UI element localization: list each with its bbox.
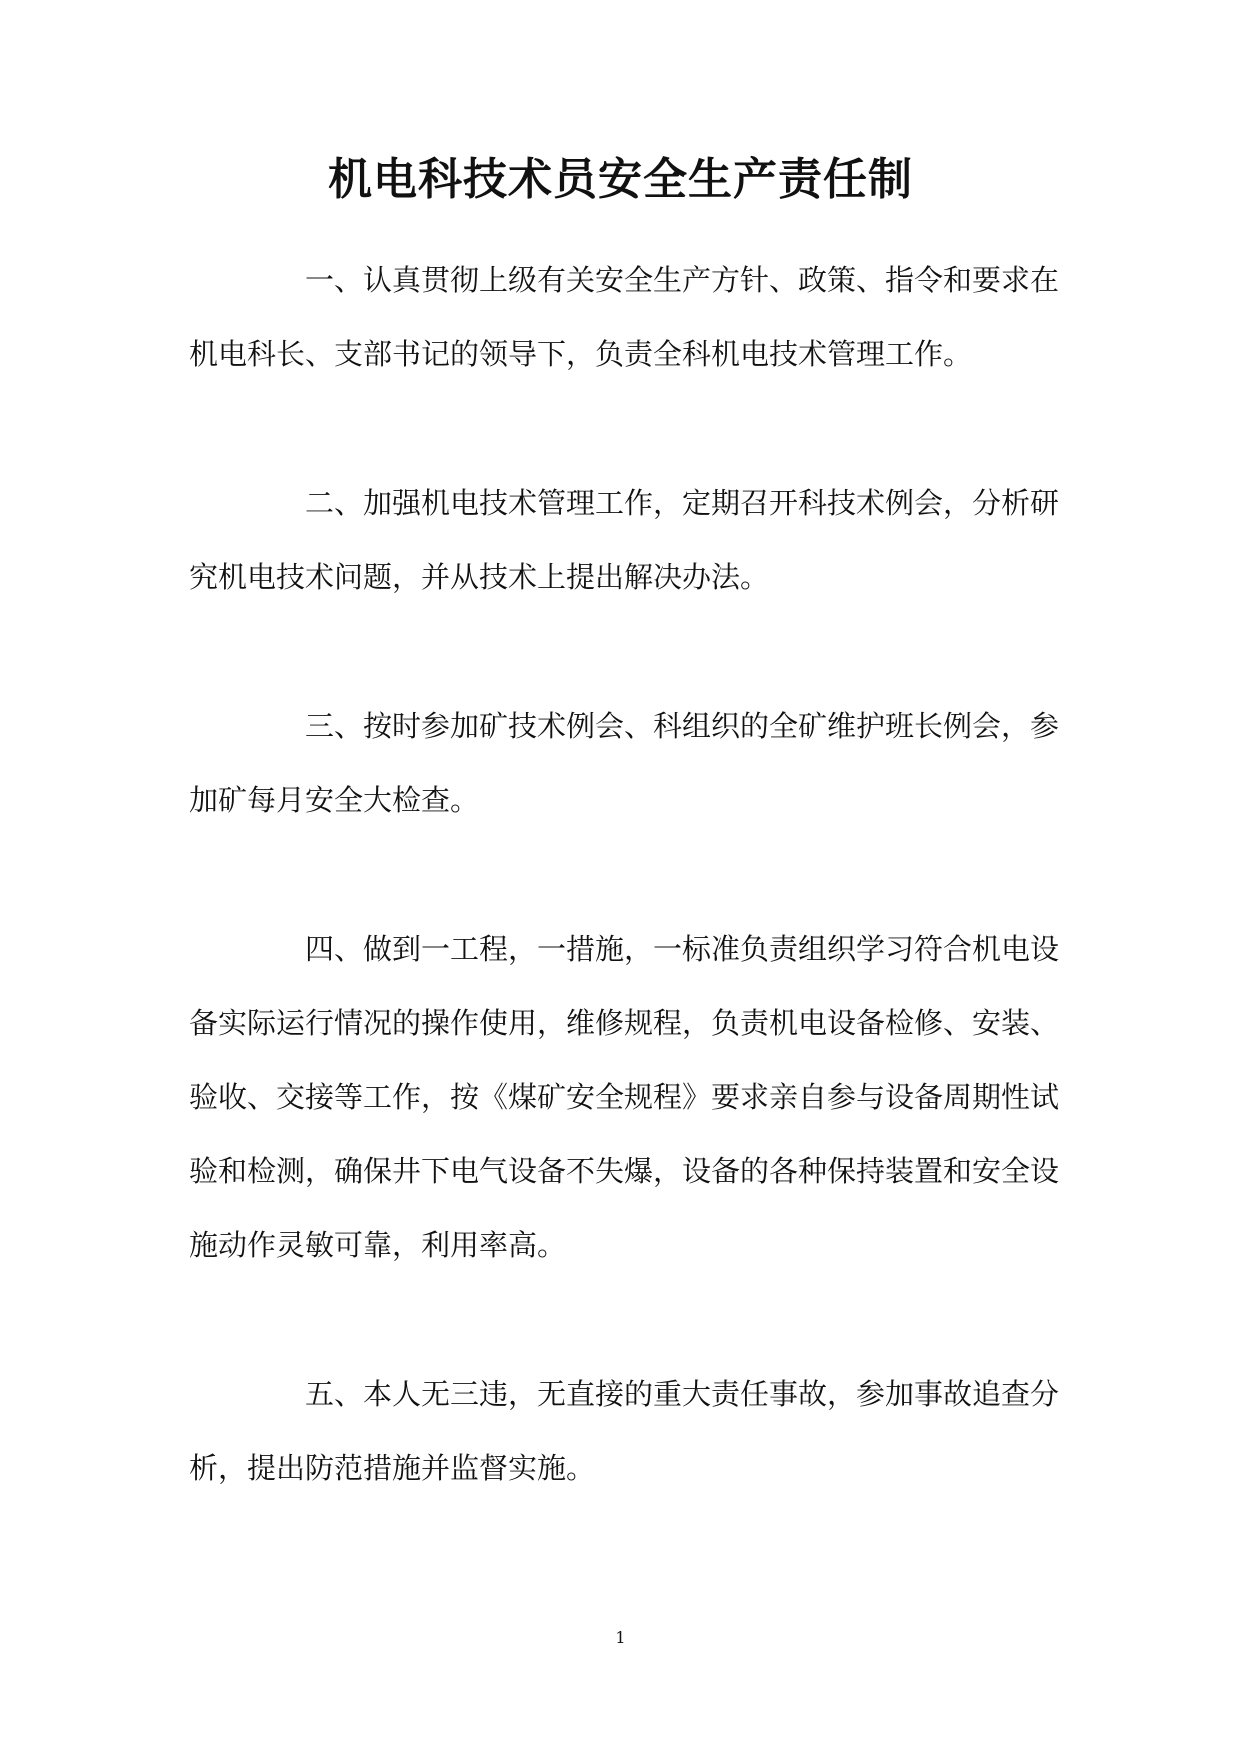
paragraph-2: 二、加强机电技术管理工作，定期召开科技术例会，分析研究机电技术问题，并从技术上提出解决办法。 — [189, 486, 1060, 594]
paragraph-4: 四、做到一工程，一措施，一标准负责组织学习符合机电设备实际运行情况的操作使用，维修规程，负责机电设备检修、安装、验收、交接等工作，按《煤矿安全规程》要求亲自参与设备周期性试验和检测，确保井下电气设备不失爆，设备的各种保持装置和安全设施动作灵敏可靠，利用率高。 — [189, 932, 1060, 1262]
document-title: 机电科技术员安全生产责任制 — [328, 154, 913, 205]
paragraph-5: 五、本人无三违，无直接的重大责任事故，参加事故追查分析，提出防范措施并监督实施。 — [189, 1377, 1060, 1485]
page-number: 1 — [615, 1628, 626, 1647]
paragraph-1: 一、认真贯彻上级有关安全生产方针、政策、指令和要求在机电科长、支部书记的领导下，负责全科机电技术管理工作。 — [189, 263, 1060, 371]
paragraph-3: 三、按时参加矿技术例会、科组织的全矿维护班长例会，参加矿每月安全大检查。 — [189, 709, 1060, 817]
